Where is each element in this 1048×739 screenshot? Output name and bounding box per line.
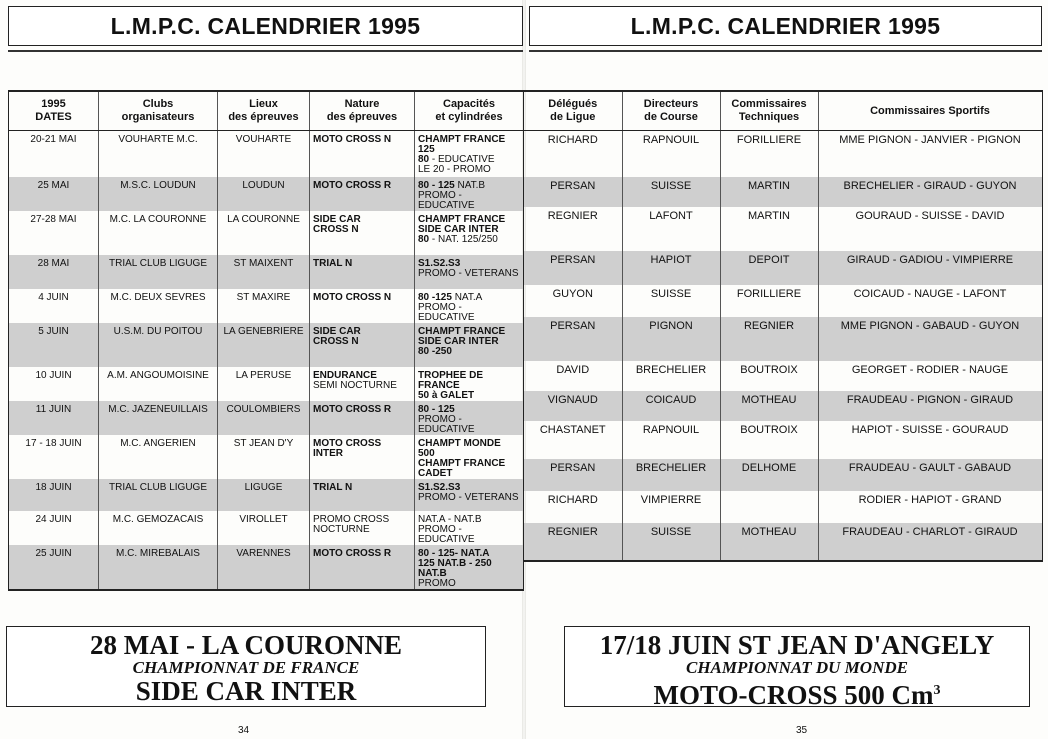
cell-sportifs: GIRAUD - GADIOU - VIMPIERRE	[818, 251, 1042, 285]
cell-directeur: HAPIOT	[622, 251, 720, 285]
cell-technique: BOUTROIX	[720, 421, 818, 459]
cell-delegue: PERSAN	[524, 317, 622, 361]
cell-lieu: VIROLLET	[218, 511, 310, 545]
nature-line: ENDURANCE	[313, 369, 377, 381]
nature-line: TRIAL N	[313, 257, 353, 269]
cell-capacite	[415, 177, 524, 211]
header-dates: 1995 DATES	[9, 91, 99, 131]
cell-date: 11 JUIN	[9, 401, 99, 435]
cell-date: 20-21 MAI	[9, 131, 99, 177]
cell-club: M.C. DEUX SEVRES	[99, 289, 218, 323]
cell-lieu: VOUHARTE	[218, 131, 310, 177]
cell-club: VOUHARTE M.C.	[99, 131, 218, 177]
cell-capacite	[415, 211, 524, 255]
table-row	[9, 435, 524, 479]
cell-date: 17 - 18 JUIN	[9, 435, 99, 479]
cell-technique: MARTIN	[720, 177, 818, 207]
cell-nature	[310, 131, 415, 177]
cell-directeur: VIMPIERRE	[622, 491, 720, 523]
header-sportifs: Commissaires Sportifs	[818, 91, 1042, 131]
cell-lieu: VARENNES	[218, 545, 310, 590]
cell-club: M.C. JAZENEUILLAIS	[99, 401, 218, 435]
capacite-bold: 80 -125	[418, 291, 455, 303]
nature-line: CROSS N	[313, 335, 359, 347]
cell-nature	[310, 367, 415, 401]
table-row	[524, 317, 1042, 361]
cell-capacite	[415, 367, 524, 401]
cell-lieu: COULOMBIERS	[218, 401, 310, 435]
cell-directeur: RAPNOUIL	[622, 421, 720, 459]
nature-line: SIDE CAR	[313, 213, 361, 225]
capacite-line: CHAMPT FRANCE	[418, 457, 506, 469]
capacite-line: 80 - 125	[418, 403, 455, 415]
nature-line: SIDE CAR	[313, 325, 361, 337]
cell-directeur: BRECHELIER	[622, 459, 720, 491]
banner-subtitle: CHAMPIONNAT DE FRANCE	[132, 658, 360, 677]
table-row	[9, 367, 524, 401]
banner-headline: 17/18 JUIN ST JEAN D'ANGELY	[599, 630, 995, 660]
cell-date: 28 MAI	[9, 255, 99, 289]
cell-lieu: ST JEAN D'Y	[218, 435, 310, 479]
nature-sub: SEMI NOCTURNE	[313, 379, 397, 391]
cell-lieu: ST MAXIRE	[218, 289, 310, 323]
nature-line: MOTO CROSS R	[313, 403, 392, 415]
cell-lieu: LIGUGE	[218, 479, 310, 511]
cell-directeur: SUISSE	[622, 523, 720, 561]
table-row	[524, 207, 1042, 251]
table-row	[9, 177, 524, 211]
cell-technique: MOTHEAU	[720, 523, 818, 561]
cell-directeur: RAPNOUIL	[622, 131, 720, 177]
cell-directeur: SUISSE	[622, 177, 720, 207]
cell-delegue: REGNIER	[547, 209, 598, 222]
cell-lieu: LA COURONNE	[218, 211, 310, 255]
capacite-line: CHAMPT FRANCE	[418, 213, 506, 225]
cell-lieu: LA GENEBRIERE	[218, 323, 310, 367]
cell-club: U.S.M. DU POITOU	[99, 323, 218, 367]
cell-club: TRIAL CLUB LIGUGE	[99, 255, 218, 289]
table-row	[9, 401, 524, 435]
capacite-line: TROPHEE DE FRANCE	[418, 369, 484, 391]
cell-lieu: ST MAIXENT	[218, 255, 310, 289]
cell-delegue: GUYON	[552, 287, 593, 300]
header-clubs: Clubs organisateurs	[99, 91, 218, 131]
header-nature: Nature des épreuves	[310, 91, 415, 131]
right-page-title: L.M.P.C. CALENDRIER 1995	[529, 6, 1042, 46]
cell-nature	[310, 211, 415, 255]
cell-club: M.C. LA COURONNE	[99, 211, 218, 255]
capacite-line: LE 20 - PROMO	[418, 164, 491, 175]
cell-capacite	[415, 511, 524, 545]
cell-nature	[310, 177, 415, 211]
cell-nature	[310, 479, 415, 511]
cell-sportifs: BRECHELIER - GIRAUD - GUYON	[818, 177, 1042, 207]
nature-line: MOTO CROSS INTER	[313, 437, 382, 459]
table-row	[9, 289, 524, 323]
cell-sportifs: MME PIGNON - GABAUD - GUYON	[818, 317, 1042, 361]
capacite-line: CHAMPT MONDE 500	[418, 437, 501, 459]
cell-nature	[310, 401, 415, 435]
table-row	[9, 511, 524, 545]
cell-technique: REGNIER	[720, 317, 818, 361]
cell-delegue: PERSAN	[524, 459, 622, 491]
capacite-line: SIDE CAR INTER	[418, 223, 499, 235]
cell-lieu: LA PERUSE	[218, 367, 310, 401]
header-lieux: Lieux des épreuves	[218, 91, 310, 131]
table-row	[524, 491, 1042, 523]
cell-technique: FORILLIERE	[720, 131, 818, 177]
capacite-line: 80 - 125- NAT.A	[418, 547, 490, 559]
cell-technique: MARTIN	[720, 207, 818, 251]
capacite-line: 80 -125 NAT.A	[418, 291, 483, 303]
table-row	[524, 523, 1042, 561]
capacite-line: 80 - NAT. 125/250	[418, 233, 498, 245]
cell-technique: DEPOIT	[720, 251, 818, 285]
nature-sub: PROMO CROSS	[313, 513, 390, 525]
cell-lieu: LOUDUN	[218, 177, 310, 211]
cell-sportifs: RODIER - HAPIOT - GRAND	[818, 491, 1042, 523]
cell-date: 25 JUIN	[9, 545, 99, 590]
cell-sportifs: COICAUD - NAUGE - LAFONT	[818, 285, 1042, 317]
cell-nature	[310, 323, 415, 367]
cell-delegue: RICHARD	[547, 134, 598, 146]
cell-date: 27-28 MAI	[9, 211, 99, 255]
table-row	[524, 361, 1042, 391]
capacite-line: CHAMPT FRANCE	[418, 325, 506, 337]
table-row	[9, 323, 524, 367]
capacite-line: 80 -250	[418, 345, 452, 357]
cell-club: M.C. ANGERIEN	[99, 435, 218, 479]
right-calendar-table	[524, 90, 1043, 562]
table-row	[9, 479, 524, 511]
cell-delegue: PERSAN	[524, 177, 622, 207]
right-banner	[564, 626, 1030, 710]
cell-nature	[310, 511, 415, 545]
cell-technique: BOUTROIX	[720, 361, 818, 391]
table-row	[9, 255, 524, 289]
cell-directeur: PIGNON	[622, 317, 720, 361]
left-calendar-table	[8, 90, 524, 591]
banner-event: SIDE CAR INTER	[135, 676, 357, 706]
capacite-line: 80 - EDUCATIVE	[418, 154, 495, 165]
cell-directeur: COICAUD	[622, 391, 720, 421]
title-underline	[8, 50, 523, 52]
header-capacites: Capacités et cylindrées	[415, 91, 524, 131]
cell-capacite	[415, 401, 524, 435]
cell-nature	[310, 545, 415, 590]
cell-delegue: PERSAN	[524, 251, 622, 285]
table-row	[9, 131, 524, 177]
cell-date: 24 JUIN	[9, 511, 99, 545]
capacite-line: PROMO - EDUCATIVE	[418, 523, 475, 545]
capacite-line: PROMO - EDUCATIVE	[418, 301, 475, 323]
table-row	[524, 285, 1042, 317]
cell-date: 18 JUIN	[9, 479, 99, 511]
header-directeurs: Directeurs de Course	[622, 91, 720, 131]
table-row	[524, 391, 1042, 421]
title-underline	[529, 50, 1042, 52]
nature-line: MOTO CROSS R	[313, 179, 392, 191]
cell-nature	[310, 255, 415, 289]
cell-sportifs: MME PIGNON - JANVIER - PIGNON	[818, 131, 1042, 177]
cell-sportifs: FRAUDEAU - GAULT - GABAUD	[818, 459, 1042, 491]
page-number: 35	[796, 725, 808, 736]
cell-club: M.C. GEMOZACAIS	[99, 511, 218, 545]
nature-line: MOTO CROSS R	[313, 547, 392, 559]
capacite-bold: 80 - 125	[418, 179, 458, 191]
banner-event: MOTO-CROSS 500 Cm$^3$	[653, 680, 941, 710]
table-row	[9, 211, 524, 255]
cell-capacite	[415, 545, 524, 590]
table-row	[9, 545, 524, 590]
cell-directeur: SUISSE	[622, 285, 720, 317]
nature-line: CROSS N	[313, 223, 359, 235]
cell-delegue: CHASTANET	[539, 423, 606, 436]
table-row	[524, 251, 1042, 285]
capacite-line: PROMO - VETERANS	[418, 267, 519, 279]
cell-nature	[310, 289, 415, 323]
capacite-line: 80 - 125 NAT.B	[418, 179, 486, 191]
cell-capacite	[415, 435, 524, 479]
capacite-line: PROMO - VETERANS	[418, 491, 519, 503]
cell-club: A.M. ANGOUMOISINE	[99, 367, 218, 401]
cell-date: 10 JUIN	[9, 367, 99, 401]
cell-delegue: VIGNAUD	[524, 391, 622, 421]
cell-club: TRIAL CLUB LIGUGE	[99, 479, 218, 511]
cell-capacite	[415, 255, 524, 289]
cell-sportifs: FRAUDEAU - PIGNON - GIRAUD	[818, 391, 1042, 421]
table-row	[524, 131, 1042, 177]
capacite-line: S1.S2.S3	[418, 481, 461, 493]
capacite-bold: 80	[418, 233, 432, 245]
nature-sub: NOCTURNE	[313, 523, 370, 535]
left-header-row	[9, 91, 524, 131]
capacite-line: 50 à GALET	[418, 389, 475, 401]
cell-sportifs: FRAUDEAU - CHARLOT - GIRAUD	[818, 523, 1042, 561]
banner-subtitle: CHAMPIONNAT DU MONDE	[686, 658, 908, 677]
cell-delegue: DAVID	[556, 363, 590, 376]
capacite-line: SIDE CAR INTER	[418, 335, 499, 347]
page-number: 34	[238, 725, 250, 736]
cell-date: 4 JUIN	[9, 289, 99, 323]
header-techniques: Commissaires Techniques	[720, 91, 818, 131]
table-row	[524, 459, 1042, 491]
cell-date: 25 MAI	[9, 177, 99, 211]
nature-line: MOTO CROSS N	[313, 291, 392, 303]
cell-capacite	[415, 289, 524, 323]
left-banner	[6, 626, 486, 707]
cell-technique: FORILLIERE	[720, 285, 818, 317]
cell-capacite	[415, 323, 524, 367]
cell-sportifs: GEORGET - RODIER - NAUGE	[818, 361, 1042, 391]
cell-technique: DELHOME	[720, 459, 818, 491]
capacite-line: CADET	[418, 467, 453, 479]
header-delegues: Délégués de Ligue	[524, 91, 622, 131]
table-row	[524, 177, 1042, 207]
cell-technique	[720, 491, 818, 523]
cell-sportifs: GOURAUD - SUISSE - DAVID	[818, 207, 1042, 251]
capacite-line: NAT.A - NAT.B	[418, 513, 482, 525]
capacite-line: CHAMPT FRANCE 125	[418, 134, 506, 155]
cell-nature	[310, 435, 415, 479]
capacite-line: PROMO - EDUCATIVE	[418, 413, 475, 435]
cell-club: M.C. MIREBALAIS	[99, 545, 218, 590]
right-header-row	[524, 91, 1042, 131]
cell-directeur: BRECHELIER	[622, 361, 720, 391]
capacite-line: 125 NAT.B - 250 NAT.B	[418, 557, 492, 579]
cell-date: 5 JUIN	[9, 323, 99, 367]
capacite-line: PROMO - EDUCATIVE	[418, 189, 475, 211]
cell-sportifs: HAPIOT - SUISSE - GOURAUD	[818, 421, 1042, 459]
left-page-title: L.M.P.C. CALENDRIER 1995	[8, 6, 523, 46]
table-row	[524, 421, 1042, 459]
cell-delegue: RICHARD	[547, 493, 598, 506]
nature-line: MOTO CROSS N	[313, 134, 392, 145]
cell-directeur: LAFONT	[622, 207, 720, 251]
cell-delegue: REGNIER	[524, 523, 622, 561]
cell-club: M.S.C. LOUDUN	[99, 177, 218, 211]
capacite-line: S1.S2.S3	[418, 257, 461, 269]
right-page	[524, 0, 1048, 739]
cell-technique: MOTHEAU	[720, 391, 818, 421]
cell-capacite	[415, 479, 524, 511]
banner-headline: 28 MAI - LA COURONNE	[89, 630, 402, 660]
capacite-bold: 80	[418, 154, 432, 165]
capacite-line: PROMO	[418, 577, 456, 589]
cell-capacite	[415, 131, 524, 177]
nature-line: TRIAL N	[313, 481, 353, 493]
